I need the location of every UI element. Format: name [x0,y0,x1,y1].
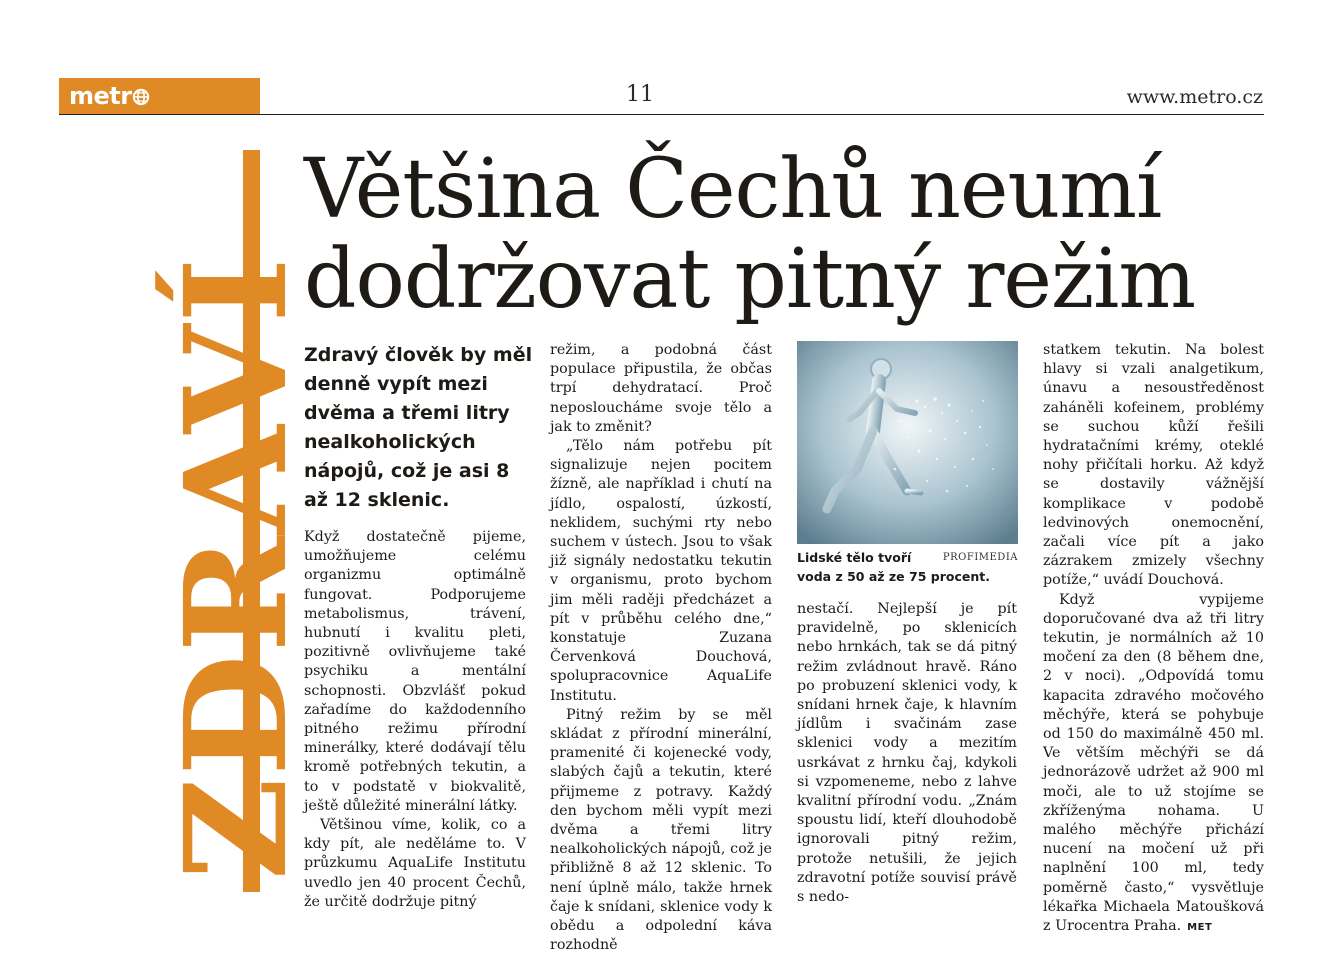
paragraph: „Tělo nám potřebu pít signalizuje nejen pocitem žízně, ale například i chutí na jídlo, ospalostí, úzkostí, neklidem, suchými rty nebo suchem v ústech. Jsou to však již signály nedostatku tekutin v organismu, proto bychom jim měli raději předcházet a pít v průběhu celého dne,“ konstatuje Zuzana Červenková Douchová, spolupracovnice AquaLife Institutu. [550,438,772,704]
paragraph-text: Když vypijeme doporučované dva až tři litry tekutin, je normálních až 10 močení za den (8 během dne, 2 v noci). „Odpovídá tomu kapacita zdravého močového měchýře, která se pohybuje od 150 do maximálně 450 ml. Ve větším měchýři se dá jednorázově udržet až 900 ml moči, ale to už stojíme se zkříženýma nohama. U malého měchýře přichází nucení na močení už při naplnění 100 ml, tedy poměrně často,“ vysvětluje lékařka Michaela Matoušková z Urocentra Praha. [1043,591,1264,935]
logo-wordmark: metr [69,82,150,110]
caption-text: Lidské tělo tvoří voda z 50 až ze 75 procent. [797,550,990,584]
paragraph: režim, a podobná část populace připustila, že občas trpí dehydratací. Proč neposloucháme svoje tělo a jak to změnit? [550,342,772,435]
paragraph: statkem tekutin. Na bolest hlavy si vzali analgetikum, únavu a nesoustředěnost zaháněli kofeinem, problémy se suchou kůží řešili hydratačními krémy, oteklé nohy přičítali horku. Až když se dostavily vážnější komplikace v podobě ledvinových onemocnění, začali více pít a jako zázrakem zmizely všechny potíže,“ uvádí Douchová. [1043,342,1264,589]
paragraph: nestačí. Nejlepší je pít pravidelně, po sklenicích nebo hrnkách, tak se dá pitný režim zvládnout hravě. Ráno po probuzení sklenici vody, k snídani hrnek čaje, k hlavním jídlům i svačinám zase sklenici vody a mezitím usrkávat z hrnku čaj, kdykoli si vzpomeneme, nebo z lahve kvalitní přírodní vodu. „Znám spoustu lidí, kteří dlouhodobě ignorovali pitný režim, protože netušili, že jejich zdravotní potíže souvisí právě s nedo- [797,601,1017,906]
running-water-figure-image [797,341,1018,544]
site-url[interactable]: www.metro.cz [1126,86,1263,108]
metro-logo[interactable] [59,78,260,114]
paragraph [1043,591,1264,938]
paragraph: Většinou víme, kolik, co a kdy pít, ale neděláme to. V průzkumu AquaLife Institutu uvedlo jen 40 procent Čechů, že určitě dodržuje pitný [304,817,526,910]
article-photo[interactable] [797,341,1018,544]
paragraph: Když dostatečně pijeme, umožňujeme celému organizmu optimálně fungovat. Podporujeme metabolismus, trávení, hubnutí i kvalitu pleti, pozitivně ovlivňujeme také psychiku a mentální schopnosti. Obzvlášť pokud zařadíme do každodenního pitného režimu přírodní minerálky, které dodávají tělu kromě potřebných tekutin, a to v podstatě v biokvalitě, ještě důležité minerální látky. [304,529,526,814]
photo-caption [797,548,1018,586]
article-lead: Zdravý člověk by měl denně vypít mezi dvěma a třemi litry nealkoholických nápojů, což je asi 8 až 12 sklenic. [304,344,533,511]
byline: MET [1187,922,1213,934]
globe-icon [132,88,150,106]
paragraph: Pitný režim by se měl skládat z přírodní minerální, pramenité či kojenecké vody, slabých čajů a tekutin, které přijmeme z potravy. Každý den bychom měli vypít mezi dvěma a třemi litry nealkoholických nápojů, což je přibližně 8 až 12 sklenic. To není úplně málo, takže hrnek čaje k snídani, sklenice vody k obědu a odpolední káva rozhodně [550,706,772,954]
text-column-3 [797,600,1017,907]
text-column-2 [550,341,772,956]
text-column-4 [1043,341,1264,937]
article-headline: Většina Čechů neumí dodržovat pitný režim [304,142,1196,327]
text-column-1 [304,528,526,912]
header-rule [59,114,1264,115]
photo-credit: PROFIMEDIA [942,552,1018,563]
section-label: ZDRAVÍ [155,255,319,880]
page-number: 11 [626,82,654,107]
